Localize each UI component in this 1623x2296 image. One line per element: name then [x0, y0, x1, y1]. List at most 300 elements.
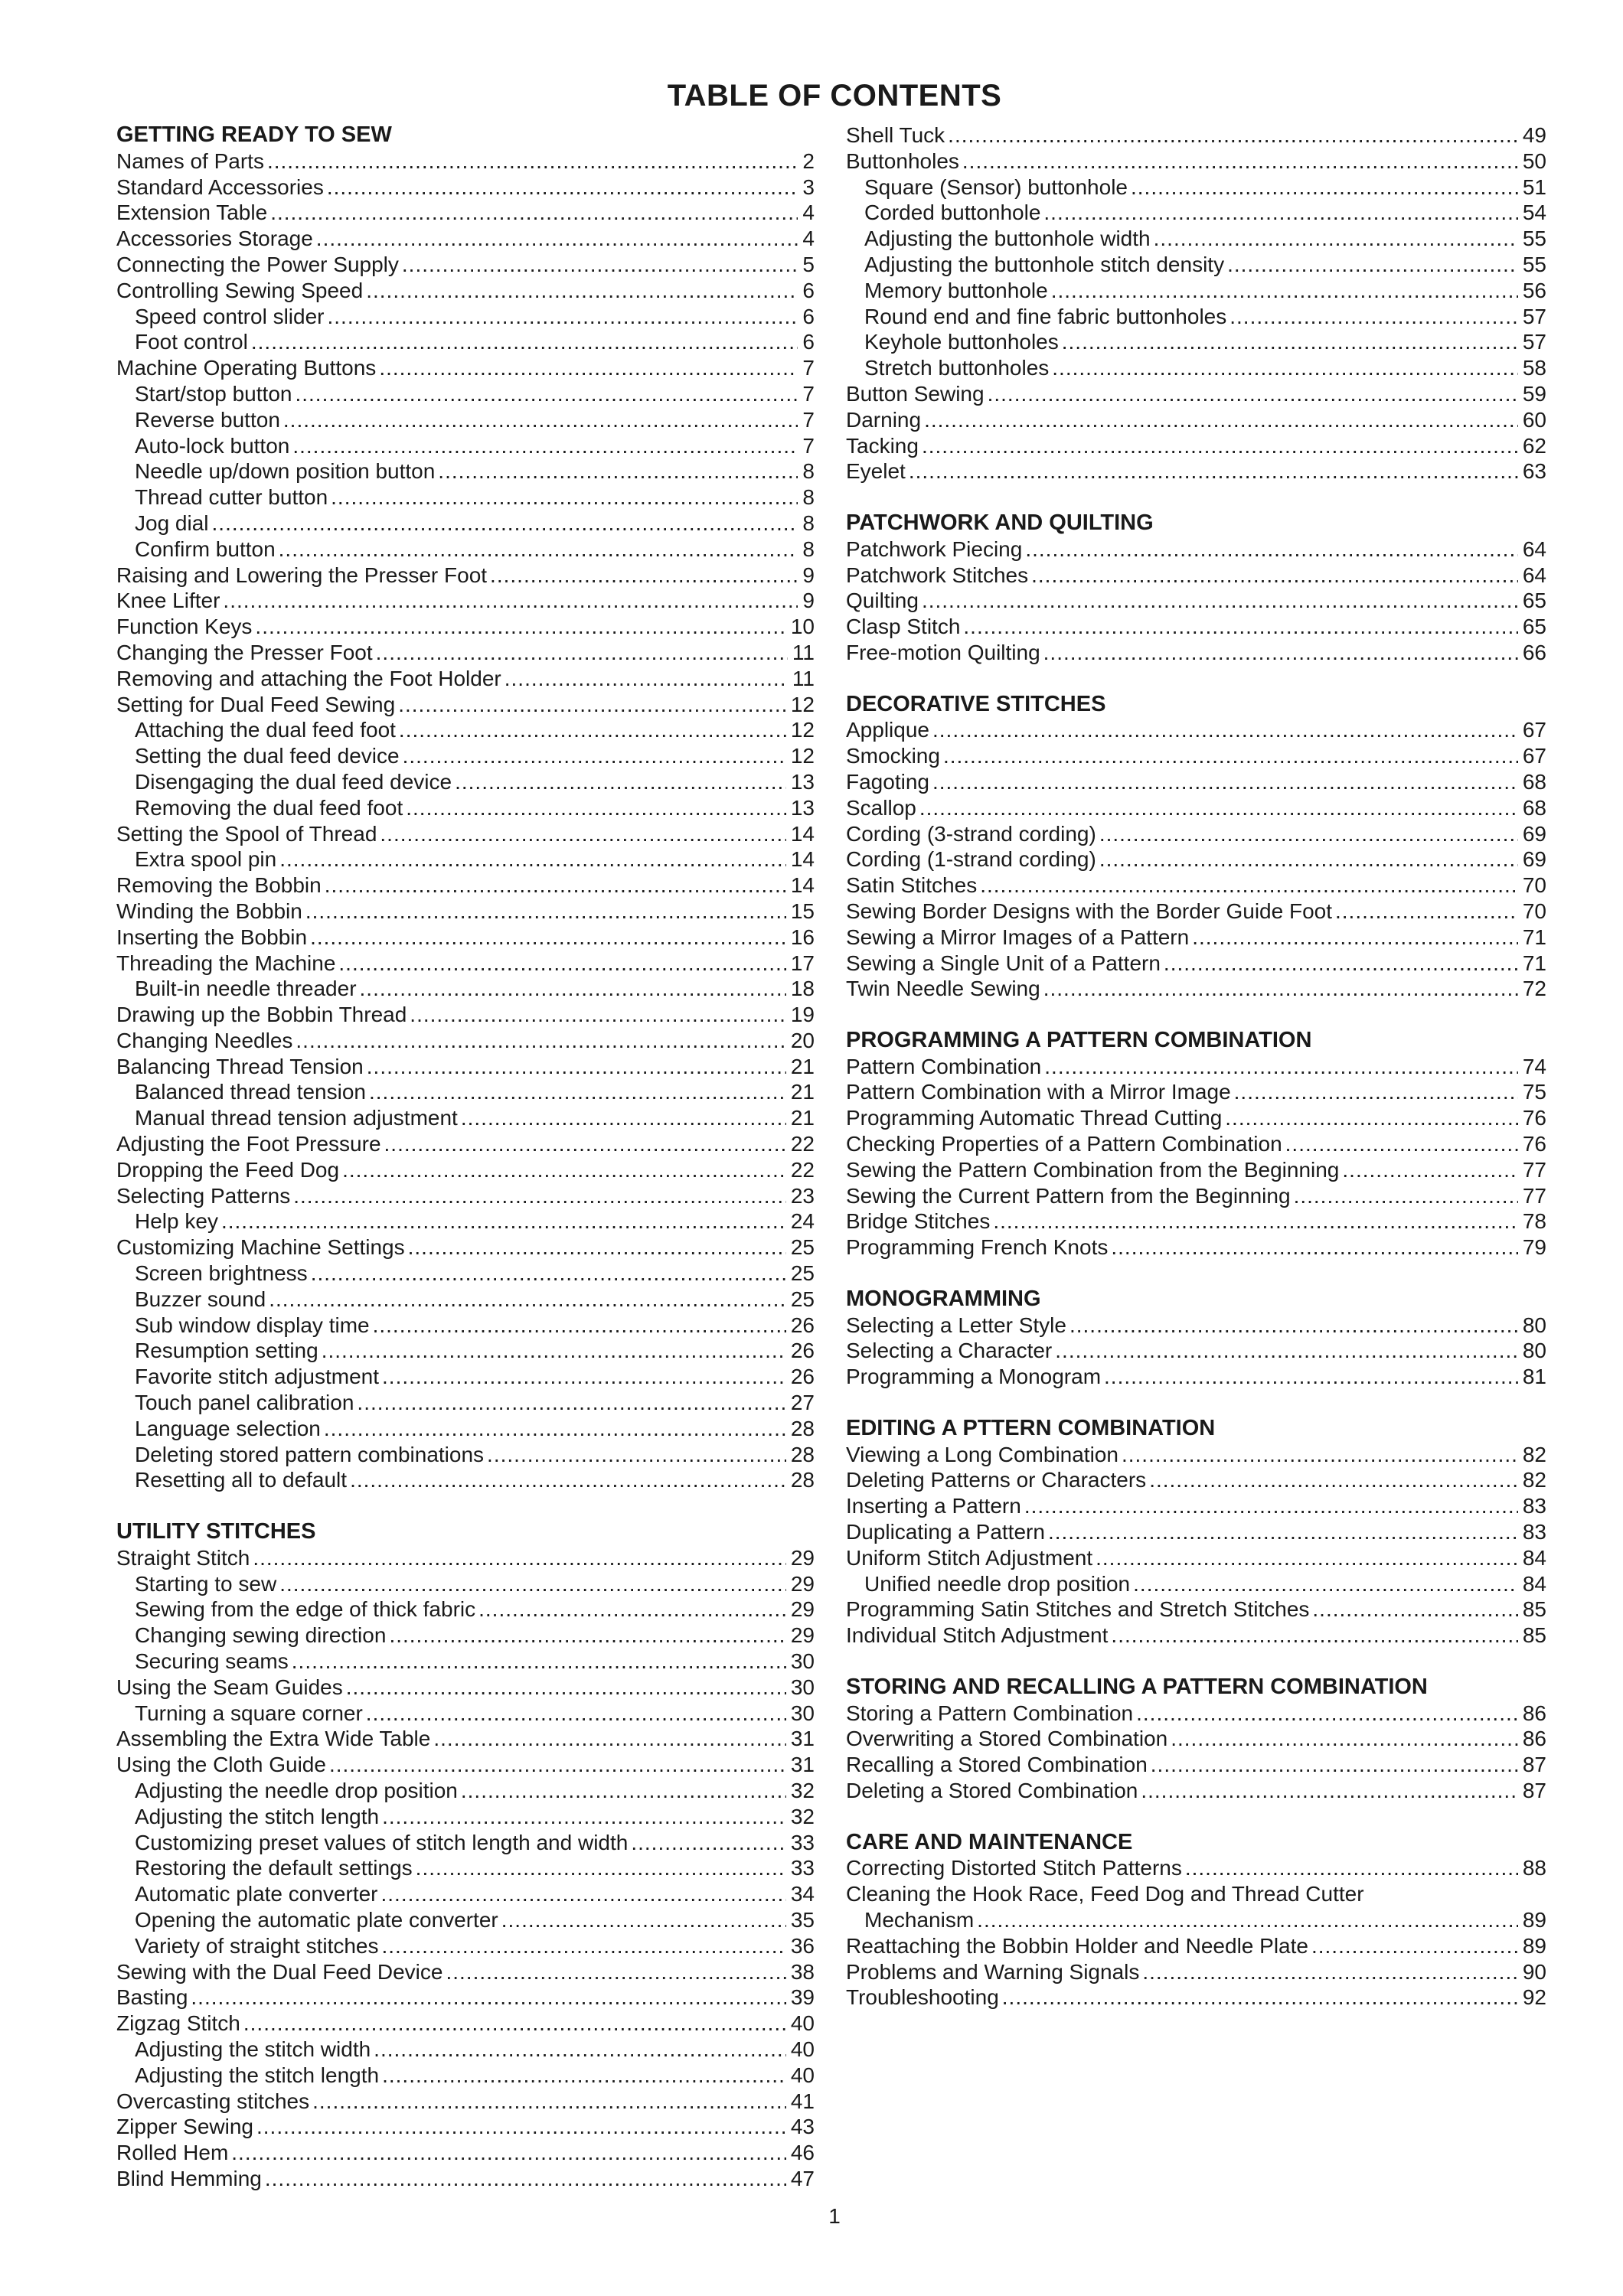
entry-title: Automatic plate converter	[135, 1882, 378, 1906]
dot-leader	[382, 2063, 786, 2089]
toc-subentry[interactable]	[116, 1105, 815, 1131]
dot-leader	[1141, 1778, 1518, 1804]
entry-title: Pattern Combination	[846, 1054, 1042, 1078]
toc-entry[interactable]	[116, 2166, 815, 2192]
toc-entry[interactable]	[116, 1985, 815, 2011]
entry-page-number: 86	[1522, 1727, 1546, 1751]
entry-page-number: 29	[790, 1571, 815, 1596]
toc-entry[interactable]	[116, 2140, 815, 2166]
toc-entry[interactable]	[846, 769, 1546, 795]
dot-leader	[1051, 278, 1518, 304]
entry-title: Speed control slider	[135, 304, 325, 328]
entry-title: Adjusting the stitch width	[135, 2037, 371, 2061]
toc-entry[interactable]	[846, 1519, 1546, 1545]
entry-title: Overwriting a Stored Combination	[846, 1727, 1168, 1751]
entry-page-number: 64	[1522, 563, 1546, 587]
entry-page-number: 8	[802, 536, 815, 561]
entry-page-number: 36	[790, 1933, 815, 1958]
toc-entry[interactable]	[116, 1028, 815, 1054]
entry-title: Overcasting stitches	[116, 2089, 310, 2113]
toc-entry[interactable]	[846, 1157, 1546, 1183]
toc-entry[interactable]	[116, 872, 815, 899]
dot-leader	[416, 1855, 786, 1881]
toc-subentry[interactable]	[116, 458, 815, 484]
entry-title: Bridge Stitches	[846, 1209, 991, 1234]
entry-title: Dropping the Feed Dog	[116, 1157, 340, 1182]
entry-page-number: 14	[790, 821, 815, 846]
dot-leader	[403, 743, 786, 769]
toc-subentry[interactable]	[846, 174, 1546, 201]
toc-entry[interactable]	[846, 1467, 1546, 1493]
entry-page-number: 84	[1522, 1571, 1546, 1596]
entry-page-number: 28	[790, 1442, 815, 1466]
dot-leader	[279, 846, 786, 872]
entry-title: Setting for Dual Feed Sewing	[116, 692, 396, 716]
entry-title: Basting	[116, 1985, 188, 2010]
dot-leader	[1133, 1571, 1518, 1597]
toc-entry[interactable]	[846, 951, 1546, 977]
entry-page-number: 71	[1522, 951, 1546, 975]
toc-subentry[interactable]	[116, 381, 815, 407]
toc-entry[interactable]	[846, 1208, 1546, 1234]
entry-title: Patchwork Stitches	[846, 563, 1029, 587]
entry-title: Setting the Spool of Thread	[116, 821, 377, 846]
entry-title: Adjusting the buttonhole width	[864, 227, 1151, 251]
entry-page-number: 54	[1522, 201, 1546, 225]
entry-title: Memory buttonhole	[864, 278, 1048, 302]
section-heading-decorative-stitches: DECORATIVE STITCHES	[846, 691, 1106, 716]
toc-entry[interactable]	[116, 1726, 815, 1752]
entry-title: Reattaching the Bobbin Holder and Needle Plate	[846, 1933, 1308, 1958]
toc-entry[interactable]	[846, 899, 1546, 925]
toc-entry[interactable]	[846, 1701, 1546, 1727]
entry-title: Built-in needle threader	[135, 977, 357, 1001]
dot-leader	[380, 821, 785, 847]
entry-title: Resumption setting	[135, 1339, 318, 1363]
toc-entry[interactable]	[846, 536, 1546, 563]
toc-subentry[interactable]	[116, 1442, 815, 1468]
toc-entry[interactable]	[116, 1234, 815, 1261]
toc-subentry[interactable]	[116, 1338, 815, 1364]
dot-leader	[988, 381, 1518, 407]
toc-entry[interactable]	[116, 226, 815, 252]
toc-entry[interactable]	[116, 640, 815, 666]
entry-title: Sewing the Current Pattern from the Beginning	[846, 1183, 1291, 1208]
toc-entry[interactable]	[846, 1778, 1546, 1804]
dot-leader	[1171, 1726, 1518, 1752]
entry-page-number: 57	[1522, 304, 1546, 328]
dot-leader	[962, 148, 1518, 174]
entry-title: Blind Hemming	[116, 2166, 262, 2190]
toc-entry[interactable]	[846, 1493, 1546, 1519]
toc-subentry[interactable]	[116, 329, 815, 355]
entry-page-number: 6	[802, 304, 815, 328]
toc-entry[interactable]	[846, 122, 1546, 148]
entry-page-number: 77	[1522, 1183, 1546, 1208]
toc-subentry[interactable]	[846, 1571, 1546, 1597]
entry-title: Zigzag Stitch	[116, 2011, 240, 2036]
entry-page-number: 5	[802, 252, 815, 276]
entry-title: Programming a Monogram	[846, 1365, 1102, 1389]
entry-page-number: 65	[1522, 589, 1546, 613]
toc-entry[interactable]	[846, 1131, 1546, 1157]
entry-page-number: 11	[792, 640, 815, 664]
toc-entry[interactable]	[116, 1002, 815, 1028]
dot-leader	[305, 899, 786, 925]
toc-subentry[interactable]	[116, 1261, 815, 1287]
toc-entry[interactable]	[116, 174, 815, 201]
toc-subentry[interactable]	[846, 329, 1546, 355]
toc-entry[interactable]	[116, 951, 815, 977]
toc-entry[interactable]	[846, 743, 1546, 769]
entry-page-number: 71	[1522, 925, 1546, 949]
entry-title: Using the Cloth Guide	[116, 1753, 326, 1777]
entry-page-number: 20	[790, 1028, 815, 1052]
dot-leader	[1055, 1338, 1518, 1364]
toc-subentry[interactable]	[116, 1313, 815, 1339]
entry-title: Applique	[846, 718, 929, 742]
toc-subentry[interactable]	[116, 717, 815, 743]
entry-page-number: 60	[1522, 407, 1546, 432]
toc-entry[interactable]	[846, 1054, 1546, 1080]
toc-entry[interactable]	[846, 1313, 1546, 1339]
entry-title: Setting the dual feed device	[135, 744, 400, 768]
toc-entry[interactable]	[846, 821, 1546, 847]
toc-entry[interactable]	[846, 614, 1546, 640]
dot-leader	[1164, 951, 1518, 977]
entry-title: Controlling Sewing Speed	[116, 278, 364, 302]
section-heading-patchwork-and-quilting: PATCHWORK AND QUILTING	[846, 510, 1154, 535]
dot-leader	[191, 1985, 785, 2011]
entry-page-number: 28	[790, 1416, 815, 1440]
dot-leader	[1131, 174, 1518, 201]
dot-leader	[367, 1054, 786, 1080]
entry-title: Foot control	[135, 330, 248, 354]
entry-title: Patchwork Piecing	[846, 536, 1023, 561]
dot-leader	[1234, 1079, 1518, 1105]
entry-page-number: 30	[790, 1675, 815, 1699]
entry-page-number: 12	[790, 718, 815, 742]
entry-title: Eyelet	[846, 459, 906, 484]
entry-page-number: 28	[790, 1468, 815, 1492]
entry-title: Sub window display time	[135, 1313, 370, 1337]
entry-title: Balanced thread tension	[135, 1080, 366, 1104]
toc-entry[interactable]	[846, 1855, 1546, 1881]
toc-entry[interactable]	[846, 458, 1546, 484]
dot-leader	[461, 1105, 786, 1131]
entry-title: Cording (1-strand cording)	[846, 847, 1096, 872]
toc-entry[interactable]	[116, 666, 815, 692]
entry-title: Customizing preset values of stitch length and width	[135, 1830, 629, 1854]
dot-leader	[1099, 846, 1518, 872]
toc-entry[interactable]	[846, 381, 1546, 407]
entry-title: Storing a Pattern Combination	[846, 1701, 1134, 1725]
entry-page-number: 43	[790, 2115, 815, 2139]
entry-page-number: 12	[790, 692, 815, 716]
toc-subentry[interactable]	[116, 1855, 815, 1881]
entry-title: Disengaging the dual feed device	[135, 769, 452, 794]
entry-page-number: 84	[1522, 1545, 1546, 1570]
dot-leader	[980, 872, 1518, 899]
entry-page-number: 64	[1522, 536, 1546, 561]
toc-entry[interactable]: Cleaning the Hook Race, Feed Dog and Thread Cutter	[846, 1882, 1364, 1906]
toc-subentry[interactable]	[846, 226, 1546, 252]
dot-leader	[1044, 1054, 1518, 1080]
toc-entry[interactable]	[116, 925, 815, 951]
toc-entry[interactable]	[116, 563, 815, 589]
toc-entry[interactable]	[116, 2089, 815, 2115]
toc-subentry[interactable]	[116, 1364, 815, 1390]
entry-title: Function Keys	[116, 615, 253, 639]
entry-page-number: 80	[1522, 1313, 1546, 1337]
dot-leader	[269, 1287, 786, 1313]
toc-entry[interactable]	[846, 1079, 1546, 1105]
section-heading-monogramming: MONOGRAMMING	[846, 1286, 1041, 1311]
toc-entry[interactable]	[846, 872, 1546, 899]
entry-title: Selecting a Letter Style	[846, 1313, 1066, 1337]
toc-entry[interactable]	[846, 846, 1546, 872]
toc-entry[interactable]	[846, 640, 1546, 666]
toc-subentry[interactable]	[116, 743, 815, 769]
toc-entry[interactable]	[846, 1726, 1546, 1752]
entry-page-number: 40	[790, 2037, 815, 2061]
entry-title: Confirm button	[135, 536, 276, 561]
toc-entry[interactable]	[116, 2011, 815, 2037]
entry-title: Starting to sew	[135, 1571, 277, 1596]
toc-subentry[interactable]	[116, 1390, 815, 1416]
entry-page-number: 32	[790, 1779, 815, 1802]
toc-subentry[interactable]	[116, 1830, 815, 1856]
toc-subentry[interactable]	[116, 304, 815, 330]
dot-leader	[943, 743, 1518, 769]
entry-page-number: 30	[790, 1701, 815, 1725]
toc-subentry[interactable]	[116, 769, 815, 795]
toc-subentry[interactable]	[116, 484, 815, 510]
toc-entry[interactable]	[116, 899, 815, 925]
toc-subentry[interactable]	[116, 510, 815, 536]
entry-page-number: 13	[790, 769, 815, 794]
entry-page-number: 21	[790, 1080, 815, 1104]
toc-entry[interactable]	[116, 821, 815, 847]
entry-title: Resetting all to default	[135, 1468, 348, 1492]
dot-leader	[1311, 1933, 1518, 1959]
toc-entry[interactable]	[846, 1105, 1546, 1131]
dot-leader	[283, 407, 798, 433]
toc-entry[interactable]	[116, 1675, 815, 1701]
toc-entry[interactable]	[846, 588, 1546, 614]
toc-entry[interactable]	[846, 1183, 1546, 1209]
entry-page-number: 38	[790, 1959, 815, 1984]
toc-entry[interactable]	[116, 614, 815, 640]
toc-entry[interactable]	[846, 1442, 1546, 1468]
toc-subentry[interactable]	[846, 304, 1546, 330]
toc-subentry[interactable]	[116, 2037, 815, 2063]
entry-title: Connecting the Power Supply	[116, 252, 399, 276]
entry-page-number: 4	[802, 201, 815, 225]
dot-leader	[455, 769, 786, 795]
entry-title: Adjusting the stitch length	[135, 1804, 380, 1828]
toc-entry[interactable]	[846, 925, 1546, 951]
page-title: TABLE OF CONTENTS	[667, 79, 1002, 113]
entry-page-number: 26	[790, 1339, 815, 1363]
dot-leader	[402, 252, 798, 278]
entry-title: Individual Stitch Adjustment	[846, 1623, 1109, 1648]
dot-leader	[406, 795, 786, 821]
entry-page-number: 81	[1522, 1365, 1546, 1389]
dot-leader	[382, 1364, 786, 1390]
entry-title: Restoring the default settings	[135, 1856, 413, 1880]
entry-page-number: 15	[790, 899, 815, 923]
toc-entry[interactable]	[116, 692, 815, 718]
toc-entry[interactable]	[846, 1364, 1546, 1390]
toc-entry[interactable]	[846, 1959, 1546, 1985]
toc-entry[interactable]	[116, 2114, 815, 2140]
entry-title: Programming French Knots	[846, 1235, 1109, 1260]
toc-entry[interactable]	[846, 407, 1546, 433]
toc-subentry[interactable]	[846, 355, 1546, 381]
toc-subentry[interactable]	[116, 2063, 815, 2089]
dot-leader	[255, 614, 785, 640]
toc-entry[interactable]	[116, 1752, 815, 1778]
entry-page-number: 55	[1522, 227, 1546, 251]
entry-page-number: 86	[1522, 1701, 1546, 1725]
entry-page-number: 29	[790, 1597, 815, 1622]
dot-leader	[373, 1313, 786, 1339]
toc-subentry[interactable]	[846, 278, 1546, 304]
toc-entry[interactable]	[846, 795, 1546, 821]
toc-entry[interactable]	[116, 148, 815, 174]
toc-entry[interactable]	[116, 1131, 815, 1157]
dot-leader	[329, 1752, 786, 1778]
dot-leader	[398, 692, 786, 718]
dot-leader	[922, 433, 1518, 459]
dot-leader	[1096, 1545, 1518, 1571]
toc-entry[interactable]	[846, 1234, 1546, 1261]
entry-title: Accessories Storage	[116, 227, 313, 251]
toc-subentry[interactable]	[116, 1079, 815, 1105]
toc-entry[interactable]	[116, 200, 815, 226]
toc-subentry[interactable]	[116, 1881, 815, 1907]
toc-subentry[interactable]	[116, 1907, 815, 1933]
toc-entry[interactable]	[116, 355, 815, 381]
dot-leader	[1227, 252, 1518, 278]
dot-leader	[327, 174, 798, 201]
dot-leader	[296, 1028, 785, 1054]
toc-entry[interactable]	[116, 588, 815, 614]
entry-title: Correcting Distorted Stitch Patterns	[846, 1856, 1182, 1880]
toc-entry[interactable]	[116, 1545, 815, 1571]
toc-subentry[interactable]	[116, 1287, 815, 1313]
section-spacer	[116, 1493, 815, 1519]
entry-title: Deleting a Stored Combination	[846, 1779, 1138, 1802]
toc-subentry[interactable]	[116, 846, 815, 872]
entry-page-number: 70	[1522, 873, 1546, 898]
entry-title: Darning	[846, 407, 922, 432]
entry-title: Sewing the Pattern Combination from the Beginning	[846, 1157, 1340, 1182]
entry-title: Help key	[135, 1209, 218, 1234]
dot-leader	[366, 1701, 786, 1727]
dot-leader	[1225, 1105, 1518, 1131]
entry-page-number: 51	[1522, 174, 1546, 199]
dot-leader	[446, 1959, 785, 1985]
toc-entry[interactable]	[846, 1623, 1546, 1649]
toc-entry[interactable]	[846, 1338, 1546, 1364]
toc-subentry[interactable]	[116, 433, 815, 459]
entry-title: Programming Satin Stitches and Stretch Stitches	[846, 1597, 1310, 1622]
entry-title: Checking Properties of a Pattern Combination	[846, 1132, 1282, 1156]
entry-page-number: 18	[790, 977, 815, 1001]
toc-subentry[interactable]	[116, 1596, 815, 1623]
toc-right-column	[846, 122, 1546, 2011]
toc-entry[interactable]	[846, 1985, 1546, 2011]
toc-entry[interactable]	[846, 1545, 1546, 1571]
dot-leader	[312, 2089, 786, 2115]
dot-leader	[410, 1002, 786, 1028]
entry-title: Adjusting the needle drop position	[135, 1779, 458, 1802]
toc-subentry[interactable]	[116, 976, 815, 1002]
entry-page-number: 88	[1522, 1856, 1546, 1880]
toc-entry[interactable]	[846, 563, 1546, 589]
toc-entry[interactable]	[846, 1933, 1546, 1959]
toc-subentry[interactable]	[116, 1416, 815, 1442]
toc-subentry[interactable]	[116, 795, 815, 821]
toc-entry[interactable]	[116, 1959, 815, 1985]
toc-entry[interactable]	[846, 1752, 1546, 1778]
toc-subentry[interactable]	[116, 407, 815, 433]
toc-entry[interactable]	[846, 1907, 1546, 1933]
entry-page-number: 9	[802, 589, 815, 613]
dot-leader	[631, 1830, 786, 1856]
toc-subentry[interactable]	[116, 1701, 815, 1727]
toc-entry[interactable]	[846, 717, 1546, 743]
entry-title: Reverse button	[135, 407, 280, 432]
toc-subentry[interactable]	[116, 536, 815, 563]
entry-page-number: 80	[1522, 1339, 1546, 1363]
dot-leader	[1099, 821, 1518, 847]
dot-leader	[212, 510, 798, 536]
toc-subentry[interactable]	[116, 1623, 815, 1649]
entry-title: Viewing a Long Combination	[846, 1442, 1118, 1466]
dot-leader	[379, 355, 798, 381]
entry-page-number: 69	[1522, 821, 1546, 846]
dot-leader	[366, 278, 798, 304]
dot-leader	[292, 1649, 786, 1675]
toc-subentry[interactable]	[116, 1804, 815, 1830]
toc-subentry[interactable]	[116, 1467, 815, 1493]
toc-entry[interactable]	[116, 1183, 815, 1209]
dot-leader	[1062, 329, 1518, 355]
entry-page-number: 16	[790, 925, 815, 949]
toc-subentry[interactable]	[116, 1208, 815, 1234]
toc-entry[interactable]	[116, 1054, 815, 1080]
toc-entry[interactable]	[846, 1596, 1546, 1623]
entry-title: Winding the Bobbin	[116, 899, 302, 923]
toc-entry[interactable]	[846, 433, 1546, 459]
toc-entry[interactable]	[116, 278, 815, 304]
toc-entry[interactable]	[846, 148, 1546, 174]
toc-subentry[interactable]	[116, 1933, 815, 1959]
entry-page-number: 10	[790, 615, 815, 639]
toc-entry[interactable]	[116, 1157, 815, 1183]
toc-subentry[interactable]	[116, 1649, 815, 1675]
dot-leader	[993, 1208, 1518, 1234]
toc-entry[interactable]	[846, 976, 1546, 1002]
toc-subentry[interactable]	[116, 1571, 815, 1597]
toc-subentry[interactable]	[846, 252, 1546, 278]
toc-entry[interactable]	[116, 252, 815, 278]
toc-subentry[interactable]	[116, 1778, 815, 1804]
toc-subentry[interactable]	[846, 200, 1546, 226]
